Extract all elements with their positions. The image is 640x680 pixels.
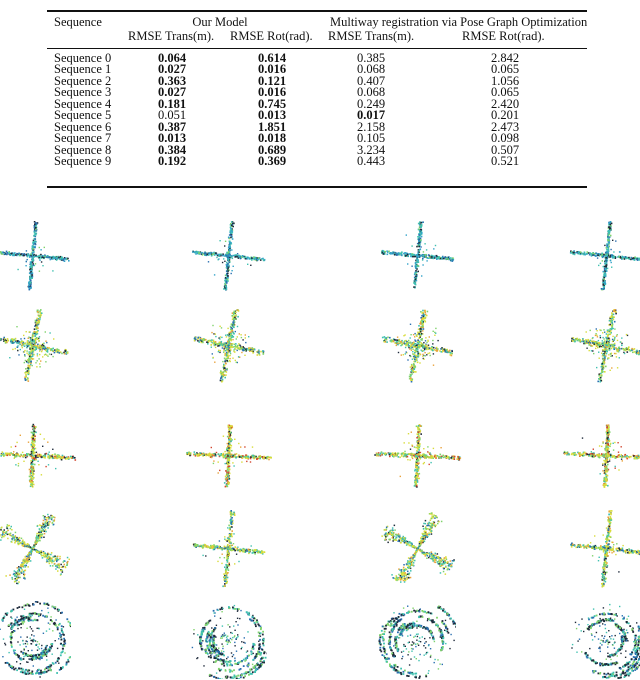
header-trans-ours: RMSE Trans(m).	[128, 29, 215, 43]
row-sequence-label: Sequence 1	[54, 62, 112, 77]
point-cloud-image	[0, 508, 72, 588]
cell-t1: 0.064	[157, 51, 187, 65]
cell-t2: 0.068	[356, 62, 386, 77]
point-cloud-image	[561, 416, 640, 494]
cell-t2: 0.407	[356, 73, 386, 88]
cell-t1: 0.192	[157, 154, 187, 169]
cell-r1: 0.018	[257, 131, 287, 146]
row-sequence-label: Sequence 6	[54, 119, 112, 134]
row-sequence-label: Sequence 2	[54, 73, 112, 88]
cell-t2: 0.385	[356, 51, 386, 65]
point-cloud-image	[379, 219, 455, 291]
header-rot-ours: RMSE Rot(rad).	[230, 29, 313, 43]
cell-t1: 0.387	[157, 119, 187, 134]
cell-r2: 0.521	[490, 154, 520, 169]
cell-t1: 0.384	[157, 142, 187, 157]
cell-t2: 3.234	[356, 142, 386, 157]
point-cloud-image	[188, 508, 268, 588]
header-rot-baseline: RMSE Rot(rad).	[462, 29, 545, 43]
cell-t1: 0.027	[157, 62, 187, 77]
cell-r1: 0.689	[257, 142, 287, 157]
point-cloud-image	[190, 219, 266, 291]
table-rule	[47, 186, 587, 188]
cell-t1: 0.363	[157, 73, 187, 88]
cell-r2: 2.842	[490, 51, 520, 65]
cell-t2: 0.443	[356, 154, 386, 169]
point-cloud-image	[566, 508, 640, 588]
table-rule	[47, 10, 587, 12]
cell-t2: 0.017	[356, 108, 386, 123]
header-baseline: Multiway registration via Pose Graph Optimization	[330, 15, 588, 29]
header-sequence: Sequence	[54, 15, 102, 29]
cell-t2: 2.158	[356, 119, 386, 134]
row-sequence-label: Sequence 9	[54, 154, 112, 169]
cell-r2: 0.065	[490, 85, 520, 100]
cell-r1: 1.851	[257, 119, 287, 134]
cell-r2: 0.098	[490, 131, 520, 146]
cell-r1: 0.614	[257, 51, 287, 65]
cell-r2: 1.056	[490, 73, 520, 88]
cell-r2: 0.507	[490, 142, 520, 157]
row-sequence-label: Sequence 3	[54, 85, 112, 100]
point-cloud-image	[0, 219, 70, 291]
point-cloud-image	[0, 416, 77, 494]
point-cloud-image	[372, 416, 462, 494]
cell-r1: 0.016	[257, 85, 287, 100]
point-cloud-image	[568, 219, 640, 291]
cell-r1: 0.013	[257, 108, 287, 123]
cell-t2: 0.105	[356, 131, 386, 146]
point-cloud-image	[567, 601, 640, 679]
cell-t1: 0.027	[157, 85, 187, 100]
row-sequence-label: Sequence 0	[54, 51, 112, 65]
point-cloud-image	[189, 305, 267, 385]
point-cloud-image	[378, 305, 456, 385]
cell-t1: 0.051	[157, 108, 187, 123]
cell-t1: 0.013	[157, 131, 187, 146]
cell-t2: 0.068	[356, 85, 386, 100]
table-rule	[47, 48, 587, 49]
cell-r2: 0.065	[490, 62, 520, 77]
point-cloud-image	[567, 305, 640, 385]
cell-r1: 0.745	[257, 96, 287, 111]
cell-r1: 0.121	[257, 73, 287, 88]
row-sequence-label: Sequence 5	[54, 108, 112, 123]
point-cloud-image	[0, 305, 71, 385]
row-sequence-label: Sequence 7	[54, 131, 112, 146]
cell-r1: 0.016	[257, 62, 287, 77]
header-our-model: Our Model	[192, 15, 248, 29]
cell-r2: 0.201	[490, 108, 520, 123]
point-cloud-image	[377, 508, 457, 588]
cell-t2: 0.249	[356, 96, 386, 111]
cell-r2: 2.473	[490, 119, 520, 134]
header-trans-baseline: RMSE Trans(m).	[328, 29, 415, 43]
row-sequence-label: Sequence 4	[54, 96, 112, 111]
row-sequence-label: Sequence 8	[54, 142, 112, 157]
cell-r2: 2.420	[490, 96, 520, 111]
point-cloud-image	[0, 601, 71, 679]
point-cloud-image	[183, 416, 273, 494]
point-cloud-image	[189, 601, 267, 679]
cell-t1: 0.181	[157, 96, 187, 111]
cell-r1: 0.369	[257, 154, 287, 169]
point-cloud-image	[378, 601, 456, 679]
